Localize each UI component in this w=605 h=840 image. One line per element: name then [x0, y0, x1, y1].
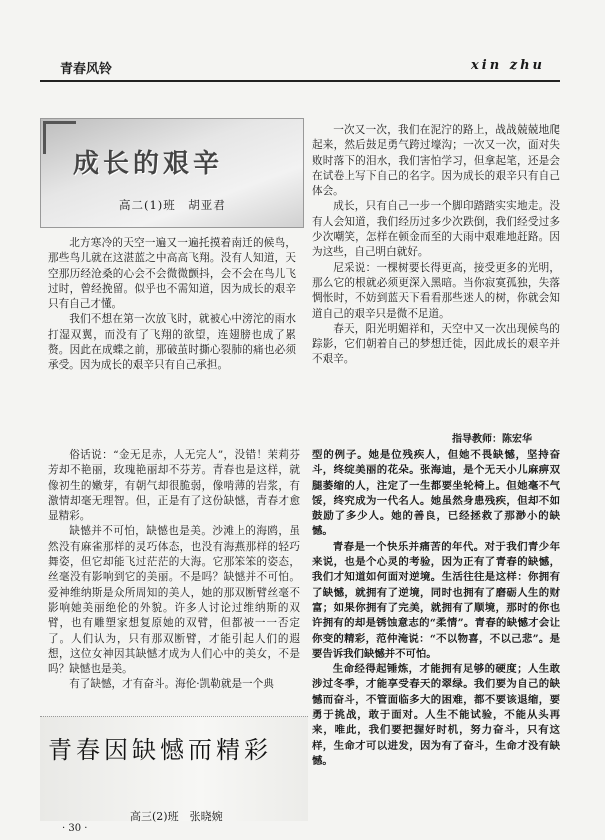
- article1-title-banner: [40, 118, 304, 228]
- paragraph: 缺憾并不可怕，缺憾也是美。沙滩上的海鸥，虽然没有麻雀那样的灵巧体态，也没有海燕那样的轻巧舞姿，但它却能飞过茫茫的大海。它那笨笨的姿态，丝毫没有影响到它的美丽。不是吗？缺憾并不可怕。爱神维纳斯是众所周知的美人，她的那双断臂丝毫不影响她美丽绝伦的外貌。许多人讨论过维纳斯的双臂，也有雕塑家想复原她的双臂，但都被一一否定了。人们认为，只有那双断臂，才能引起人们的遐想，这位女神因其缺憾才成为人们心中的美女，不是吗？缺憾也是美。: [48, 525, 300, 676]
- paragraph: 一次又一次，我们在泥泞的路上，战战兢兢地爬起来，然后鼓足勇气跨过壕沟；一次又一次，面对失败时落下的泪水，我们害怕学习，但拿起笔，还是会在试卷上写下自己的名字。因为成长的艰辛只有自己体会。: [312, 124, 560, 198]
- paragraph: 俗话说：“金无足赤，人无完人”，没错！茉莉芬芳却不艳丽，玫瑰艳丽却不芬芳。青春也是这样，就像初生的嫩芽，有朝气却很脆弱，像啃薄的岩浆，有激情却毫无理智。但，正是有了这份缺憾，青春才愈显精彩。: [48, 449, 300, 523]
- article1-right-column: [312, 123, 560, 368]
- article2-title: 青春因缺憾而精彩: [48, 736, 272, 764]
- magazine-section-title: 青春风铃: [60, 62, 113, 77]
- paragraph: 我们不想在第一次放飞时，就被心中滂沱的雨水打湿双翼，而没有了飞翔的欲望，连翅膀也成了累赘。因此在成蝶之前，那破茧时撕心裂肺的痛也必须承受。因为成长的艰辛只有自己承担。: [48, 313, 296, 372]
- article1-left-column: [48, 236, 296, 374]
- page-header: [40, 52, 560, 82]
- section-pinyin: xin zhu: [471, 58, 545, 73]
- article2-byline: 高三(2)班 张晓婉: [130, 810, 223, 823]
- decorative-corner: [43, 121, 76, 154]
- article1-byline: 高二(1)班 胡亚君: [119, 198, 226, 212]
- article2-left-column: [48, 448, 300, 693]
- paragraph: 型的例子。她是位残疾人，但她不畏缺憾，坚持奋斗，终绽美丽的花朵。张海迪，是个无天小儿麻痹双腿萎缩的人，注定了一生都要坐轮椅上。但她毫不气馁，终究成为一代名人。她虽然身患残疾，但却不如鼓励了多少人。她的善良，已经拯救了那渺小的缺憾。: [312, 449, 560, 538]
- page-number: · 30 ·: [62, 823, 88, 834]
- paragraph: 北方寒冷的天空一遍又一遍托摸着南迁的候鸟，那些鸟儿就在这湛蓝之中高高飞翔。没有人知道，天空那历经沧桑的心会不会微微颤抖，会不会在鸟儿飞过时，曾经挽留。似乎也不需知道，因为成长的艰辛只有自己才懂。: [48, 237, 296, 311]
- article1-title: 成长的艰辛: [73, 149, 224, 179]
- article2-right-column: [312, 448, 560, 769]
- teacher-credit: 指导教师：陈宏华: [452, 434, 532, 445]
- paragraph: 生命经得起锤炼，才能拥有足够的硬度；人生敢涉过冬季，才能享受春天的翠绿。我们要为自己的缺憾而奋斗，不管面临多大的困难，都不要该退缩，要勇于挑战，敢于面对。人生不能试验，不能从头再来，唯此，我们要把握好时机，努力奋斗，只有这样，生命才可以进发，因为有了奋斗，生命才没有缺憾。: [312, 663, 560, 767]
- paragraph: 春天，阳光明媚祥和，天空中又一次出现候鸟的踪影，它们朝着自己的梦想迁徙，因此成长的艰辛并不艰辛。: [312, 322, 560, 366]
- paragraph: 有了缺憾，才有奋斗。海伦·凯勒就是一个典: [69, 678, 274, 691]
- paragraph: 青春是一个快乐并痛苦的年代。对于我们青少年来说，也是个心灵的考验，因为正有了青春的缺憾，我们才知道如何面对逆境。生活往往是这样：你拥有了缺憾，就拥有了逆境，同时也拥有了磨砺人生的财富；如果你拥有了完美，就拥有了顺境，那时的你也许拥有的却是锈蚀意志的“柔情”。青春的缺憾才会让你变的精彩，范仲淹说：“不以物喜，不以己悲”。是要告诉我们缺憾并不可怕。: [312, 540, 560, 660]
- paragraph: 成长，只有自己一步一个脚印踏踏实实地走。没有人会知道，我们经历过多少次跌倒，我们经受过多少次嘲笑，怎样在顿金而至的大雨中艰难地赶路。因为这些，自己明白就好。: [312, 200, 560, 259]
- paragraph: 尼采说：一棵树要长得更高，接受更多的光明，那么它的根就必须更深入黑暗。当你寂寞孤独，失落惆怅时，不妨到蓝天下看看那些迷人的树，你就会知道自己的艰辛只是微不足道。: [312, 261, 560, 320]
